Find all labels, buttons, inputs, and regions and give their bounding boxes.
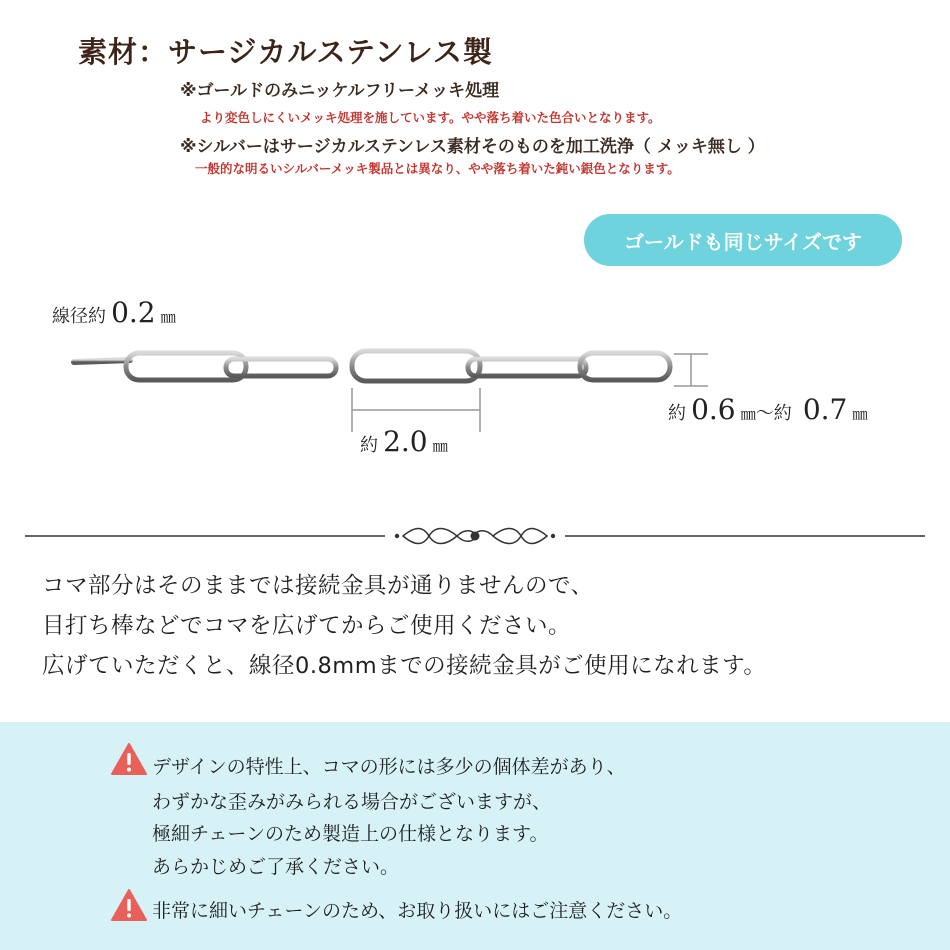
same-size-badge bbox=[584, 214, 902, 266]
warning-1-line-4: あらかじめご了承ください。 bbox=[152, 856, 400, 878]
material-title: 素材：サージカルステンレス製 bbox=[78, 35, 493, 69]
ornamental-divider bbox=[25, 520, 925, 552]
same-size-badge-label: ゴールドも同じサイズです bbox=[624, 229, 862, 254]
width-unit: ㎜ bbox=[740, 405, 756, 423]
length-value: 2.0 bbox=[383, 425, 428, 458]
width-unit-max: ㎜ bbox=[852, 405, 868, 423]
gold-note: ※ゴールドのみニッケルフリーメッキ処理 bbox=[180, 81, 500, 101]
warning-triangle-icon bbox=[110, 888, 148, 922]
warning-triangle-icon bbox=[110, 742, 148, 776]
body-line-3: 広げていただくと、線径0.8mmまでの接続金具がご使用になれます。 bbox=[42, 653, 767, 679]
body-line-1: コマ部分はそのままでは接続金具が通りませんので、 bbox=[42, 573, 594, 599]
wire-value: 0.2 bbox=[111, 296, 156, 329]
length-unit: ㎜ bbox=[432, 437, 448, 455]
silver-note: ※シルバーはサージカルステンレス素材そのものを加工洗浄（ メッキ無し ） bbox=[180, 137, 765, 157]
warning-1-line-3: 極細チェーンのため製造上の仕様となります。 bbox=[152, 823, 549, 845]
width-prefix: 約 bbox=[668, 403, 686, 424]
width-value: 0.6 bbox=[691, 393, 736, 426]
link-length-label bbox=[360, 425, 448, 458]
body-line-2: 目打ち棒などでコマを広げてからご使用ください。 bbox=[42, 613, 572, 639]
length-prefix: 約 bbox=[360, 435, 378, 456]
warning-1-line-2: わずかな歪みがみられる場合がございますが、 bbox=[152, 791, 552, 813]
link-width-label bbox=[668, 393, 867, 426]
gold-note-detail: より変色しにくいメッキ処理を施しています。やや落ち着いた色合いとなります。 bbox=[200, 110, 661, 125]
wire-prefix: 線径約 bbox=[52, 306, 106, 327]
wire-diameter-label bbox=[52, 296, 176, 329]
silver-note-detail: 一般的な明るいシルバーメッキ製品とは異なり、やや落ち着いた鈍い銀色となります。 bbox=[195, 161, 680, 176]
warning-1-line-1: デザインの特性上、コマの形には多少の個体差があり、 bbox=[152, 756, 626, 778]
wire-unit: ㎜ bbox=[160, 308, 176, 326]
warning-2-line-1: 非常に細いチェーンのため、お取り扱いにはご注意ください。 bbox=[152, 900, 683, 922]
width-separator: ～約 bbox=[755, 403, 792, 424]
width-value-max: 0.7 bbox=[802, 393, 848, 426]
